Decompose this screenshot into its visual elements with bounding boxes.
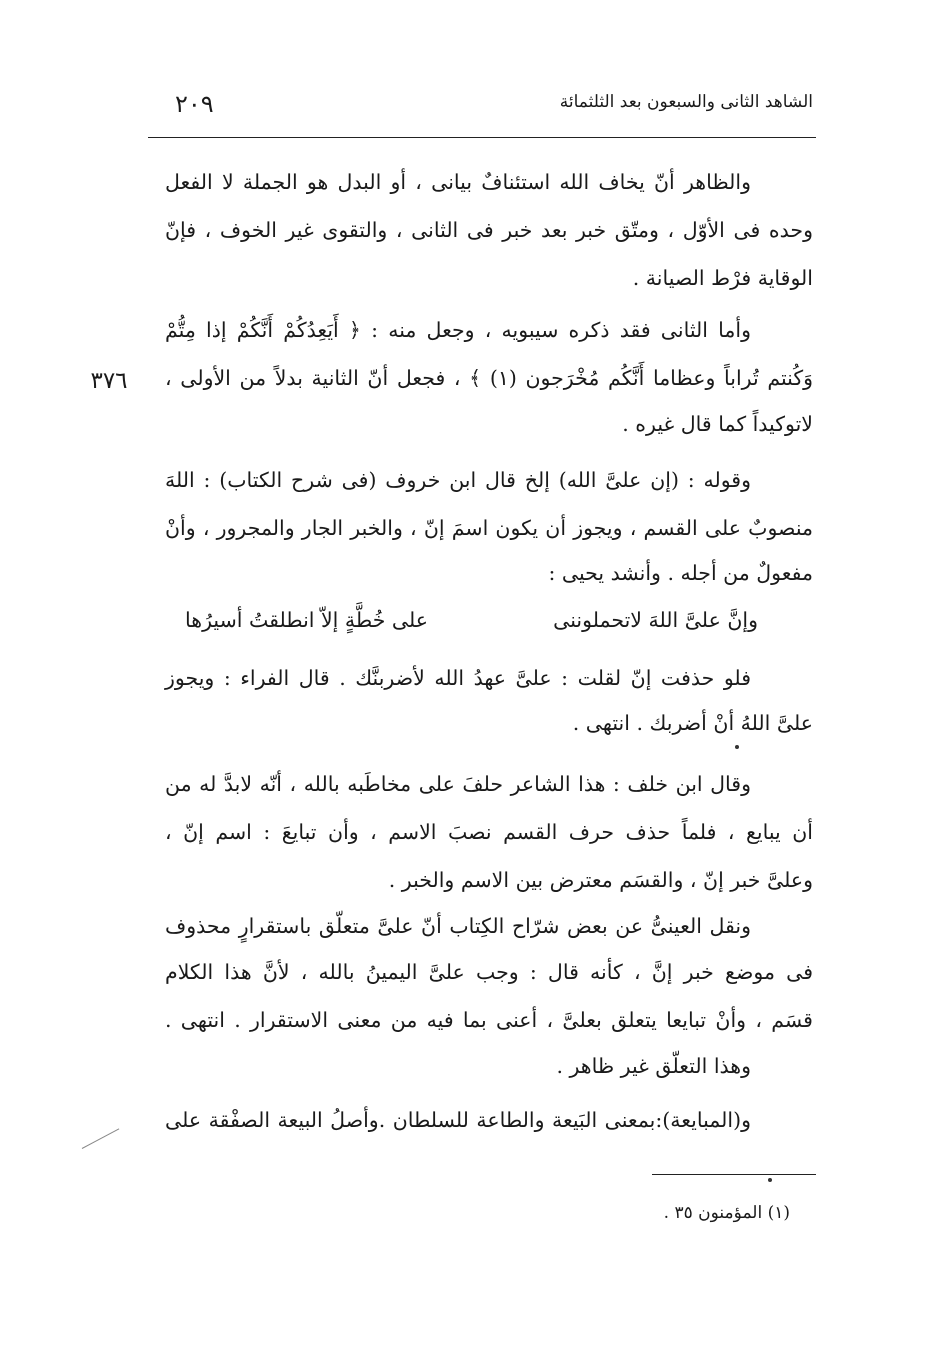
running-title: الشاهد الثانى والسبعون بعد الثلثمائة <box>559 92 813 112</box>
text-line: وعلىَّ خبر إنّ ، والقسَم معترض بين الاسم والخبر . <box>388 868 813 892</box>
text-line: الوقاية فرْط الصيانة . <box>632 266 813 290</box>
text-line: والظاهر أنّ يخاف الله استئنافٌ بيانى ، أو البدل هو الجملة لا الفعل <box>165 170 751 194</box>
text-line: منصوبٌ على القسم ، ويجوز أن يكون اسمَ إنّ ، والخبر الجار والمجرور ، وأنْ <box>165 516 813 540</box>
text-line: فى موضع خبر إنَّ ، كأنه قال : وجب علىَّ اليمينُ بالله ، لأنَّ هذا الكلام <box>165 960 813 984</box>
text-line: وأما الثانى فقد ذكره سيبويه ، وجعل منه : ﴿ أَيَعِدُكُمْ أَنَّكُمْ إذا مِتُّمْ <box>165 318 751 342</box>
text-line: فلو حذفت إنّ لقلت : علىَّ عهدُ الله لأضربنَّك . قال الفراء : ويجوز <box>165 666 751 690</box>
text-line: أن يبايع ، فلماً حذف حرف القسم نصبَ الاسم ، وأن تبايعَ : اسم إنّ ، <box>165 820 813 844</box>
text-line: مفعولٌ من أجله . وأنشد يحيى : <box>548 561 813 585</box>
text-line: وقوله : (إن علىَّ الله) إلخ قال ابن خروف (فى شرح الكتاب) : اللهَ <box>165 468 751 492</box>
text-line: ونقل العينىُّ عن بعض شرّاح الكِتاب أنّ علىَّ متعلّق باستقرارٍ محذوف <box>165 914 751 938</box>
text-line: وهذا التعلّق غير ظاهر . <box>556 1054 751 1078</box>
header-rule <box>148 137 816 138</box>
scan-speck <box>735 745 739 749</box>
text-line: علىَّ اللهُ أنْ أضربك . انتهى . <box>572 711 813 735</box>
verse-hemistich-1: وإنَّ علىَّ اللهَ لاتحملوننى <box>553 608 758 632</box>
page-number: ٢٠٩ <box>175 90 214 118</box>
footnote: (١) المؤمنون ٣٥ . <box>663 1203 790 1223</box>
text-line: وحده فى الأوّل ، ومتّق خبر بعد خبر فى الثانى ، والتقوى غير الخوف ، فإنّ <box>165 218 813 242</box>
text-line: وَكُنتم تُراباً وعظاما أَنَّكُم مُخْرَجون (١) ﴾ ، فجعل أنّ الثانية بدلاً من الأولى ، <box>165 366 813 390</box>
scan-speck <box>768 1178 772 1182</box>
text-line: وقال ابن خلف : هذا الشاعر حلفَ على مخاطَبه بالله ، أنّه لابدَّ له من <box>165 772 751 796</box>
text-line: لاتوكيداً كما قال غيره . <box>622 412 813 436</box>
text-line: قسَم ، وأنْ تبايعا يتعلق بعلىَّ ، أعنى بما فيه من معنى الاستقرار . انتهى . <box>165 1008 813 1032</box>
verse-line <box>165 600 813 640</box>
margin-number: ٣٧٦ <box>90 368 128 394</box>
verse-hemistich-2: على خُطَّةٍ إلاّ انطلقتُ أسيرُها <box>185 608 428 632</box>
footnote-rule <box>652 1174 816 1175</box>
text-line: و(المبايعة):بمعنى البَيعة والطاعة للسلطان .وأصلُ البيعة الصفْقة على <box>165 1108 751 1132</box>
scan-mark <box>82 1128 120 1149</box>
